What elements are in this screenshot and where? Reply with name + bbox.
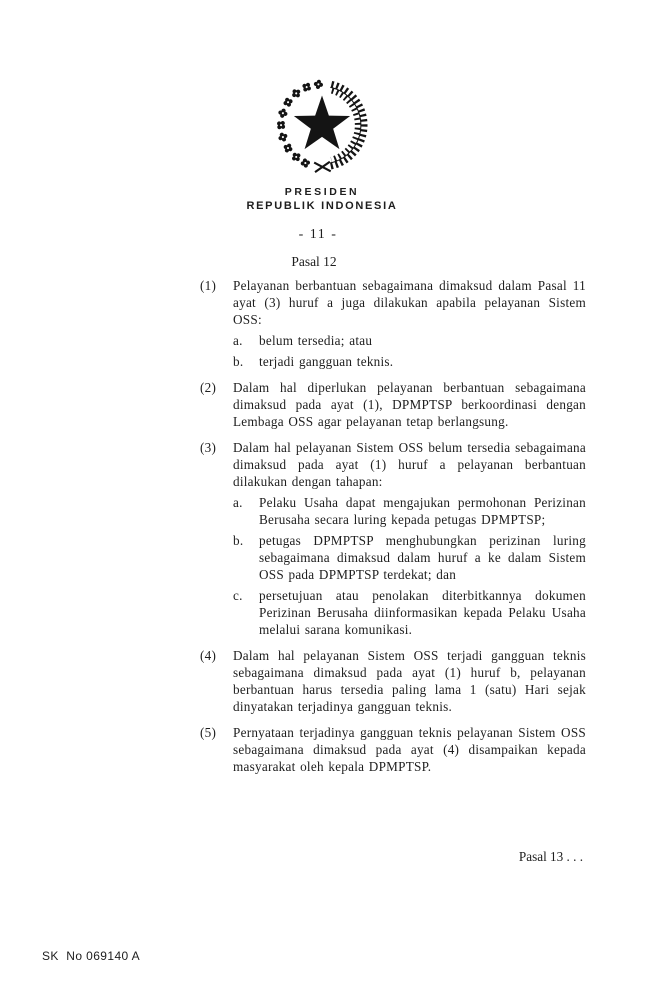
item-letter: c. [233, 588, 243, 603]
clause-item [233, 494, 586, 528]
presidential-emblem [268, 72, 376, 180]
page-number: - 11 - [298, 227, 338, 242]
clause-text: Dalam hal pelayanan Sistem OSS belum tersedia sebagaimana dimaksud pada ayat (1) huruf a pelayanan berbantuan dilakukan dengan tahapan: [233, 440, 586, 489]
clause-1 [200, 277, 586, 370]
item-text: persetujuan atau penolakan diterbitkannya dokumen Perizinan Berusaha diinformasikan kepada Pelaku Usaha melalui sarana komunikasi. [259, 588, 586, 637]
clause-4 [200, 647, 586, 715]
item-letter: b. [233, 533, 244, 548]
clause-3 [200, 439, 586, 638]
clause-body [233, 647, 586, 715]
item-letter: a. [233, 333, 243, 348]
clause-item [233, 353, 586, 370]
clause-body [233, 439, 586, 638]
item-letter: a. [233, 495, 243, 510]
clause-number: (5) [200, 725, 217, 740]
clause-number: (2) [200, 380, 217, 395]
clause-5 [200, 724, 586, 775]
article-body [200, 277, 586, 784]
clause-text: Dalam hal pelayanan Sistem OSS terjadi gangguan teknis sebagaimana dimaksud pada ayat (1) huruf b, pelayanan berbantuan harus tersedia paling lama 1 (satu) Hari sejak dinyatakan terjadinya gangguan teknis. [233, 648, 586, 714]
clause-2 [200, 379, 586, 430]
clause-text: Pernyataan terjadinya gangguan teknis pelayanan Sistem OSS sebagaimana dimaksud pada ayat (4) disampaikan kepada masyarakat oleh kepala DPMPTSP. [233, 725, 586, 774]
item-text: terjadi gangguan teknis. [259, 354, 394, 369]
clause-body [233, 379, 586, 430]
item-text: petugas DPMPTSP menghubungkan perizinan luring sebagaimana dimaksud dalam huruf a ke dalam Sistem OSS pada DPMPTSP terdekat; dan [259, 533, 586, 582]
letterhead-presiden: PRESIDEN [284, 186, 360, 198]
letterhead [0, 186, 644, 212]
clause-body [233, 724, 586, 775]
clause-text: Pelayanan berbantuan sebagaimana dimaksud dalam Pasal 11 ayat (3) huruf a juga dilakukan apabila pelayanan Sistem OSS: [233, 278, 586, 327]
document-code: SK No 069140 A [42, 949, 141, 963]
article-title: Pasal 12 [291, 254, 337, 269]
star-wreath-emblem-icon [268, 72, 376, 180]
letterhead-republik-indonesia: REPUBLIK INDONESIA [246, 200, 398, 212]
clause-number: (3) [200, 440, 217, 455]
clause-item [233, 587, 586, 638]
clause-item [233, 332, 586, 349]
item-letter: b. [233, 354, 244, 369]
item-text: Pelaku Usaha dapat mengajukan permohonan Perizinan Berusaha secara luring kepada petugas DPMPTSP; [259, 495, 586, 527]
clause-number: (4) [200, 648, 217, 663]
clause-item [233, 532, 586, 583]
item-text: belum tersedia; atau [259, 333, 373, 348]
continuation-marker: Pasal 13 . . . [518, 849, 583, 864]
clause-text: Dalam hal diperlukan pelayanan berbantuan sebagaimana dimaksud pada ayat (1), DPMPTSP berkoordinasi dengan Lembaga OSS agar pelayanan tetap berlangsung. [233, 380, 586, 429]
clause-body [233, 277, 586, 370]
clause-number: (1) [200, 278, 217, 293]
